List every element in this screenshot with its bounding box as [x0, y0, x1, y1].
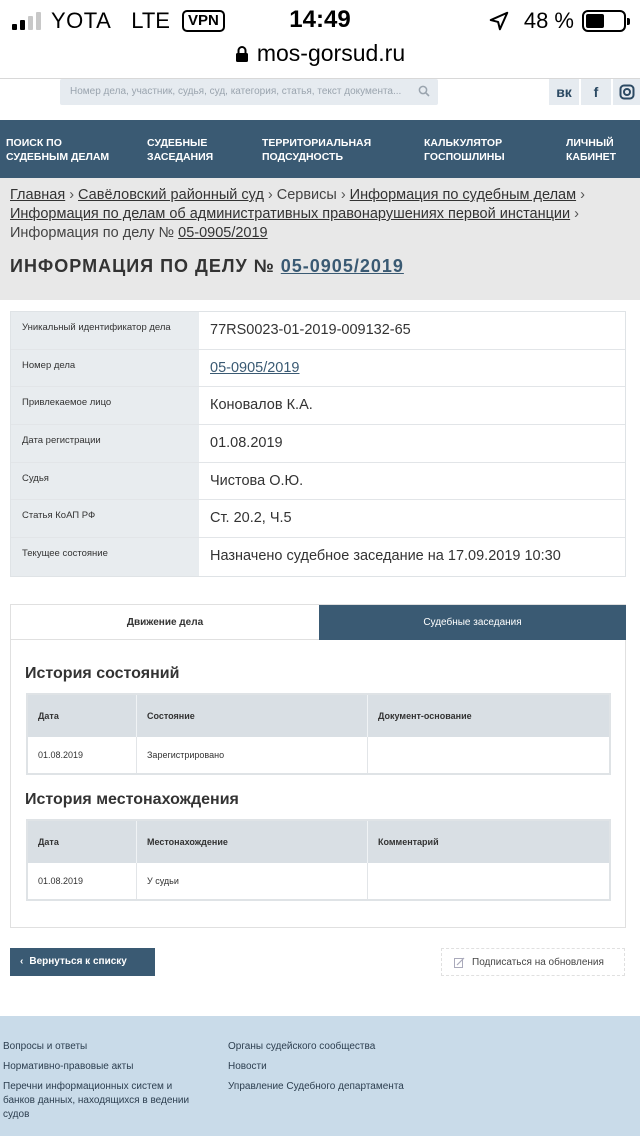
- footer: [0, 1016, 640, 1136]
- case-tabs-panel: [10, 604, 626, 928]
- breadcrumb-admin-cases[interactable]: Информация по делам об административных правонарушениях первой инстанции: [10, 206, 571, 222]
- info-row-uid: [11, 312, 625, 350]
- table-cell: [368, 863, 609, 899]
- main-nav: [0, 120, 640, 178]
- section-title-states: История состояний: [25, 665, 180, 682]
- info-value: 77RS0023-01-2019-009132-65: [210, 322, 411, 338]
- instagram-icon[interactable]: [613, 79, 640, 105]
- footer-link-judicial-community[interactable]: Органы судейского сообщества: [228, 1041, 376, 1052]
- footer-link-legal-acts[interactable]: Нормативно-правовые акты: [3, 1061, 134, 1072]
- battery-percent: 48 %: [523, 8, 574, 33]
- info-label: Текущее состояние: [11, 538, 199, 576]
- column-header: Документ-основание: [378, 711, 472, 721]
- info-label: Номер дела: [11, 350, 199, 387]
- info-row-registration-date: [11, 425, 625, 463]
- facebook-icon[interactable]: f: [581, 79, 611, 105]
- footer-link-info-systems[interactable]: Перечни информационных систем и банков данных, находящихся в ведении судов: [3, 1081, 190, 1120]
- breadcrumb-court[interactable]: Савёловский районный суд: [78, 187, 264, 203]
- info-value: Коновалов К.А.: [210, 397, 313, 414]
- breadcrumb-home[interactable]: Главная: [10, 187, 66, 203]
- table-cell: У судьи: [137, 863, 368, 899]
- url-text: mos-gorsud.ru: [256, 40, 406, 66]
- subscribe-button-label: Подписаться на обновления: [472, 957, 604, 968]
- footer-link-judicial-department[interactable]: Управление Судебного департамента: [228, 1081, 404, 1092]
- back-button-label: Вернуться к списку: [29, 956, 127, 967]
- address-bar[interactable]: [0, 40, 640, 76]
- info-value: 01.08.2019: [210, 435, 283, 452]
- nav-hearings[interactable]: СУДЕБНЫЕ ЗАСЕДАНИЯ: [147, 137, 214, 163]
- nav-case-search[interactable]: ПОИСК ПО СУДЕБНЫМ ДЕЛАМ: [6, 137, 110, 163]
- column-header: Дата: [28, 821, 137, 863]
- breadcrumb-case-number[interactable]: 05-0905/2019: [178, 225, 268, 241]
- section-title-location: История местонахождения: [25, 791, 239, 808]
- breadcrumb-services: Сервисы: [276, 187, 337, 203]
- info-row-case-number: [11, 350, 625, 388]
- footer-link-faq[interactable]: Вопросы и ответы: [3, 1041, 88, 1052]
- breadcrumb-case-info[interactable]: Информация по судебным делам: [349, 187, 577, 203]
- page-title-case-number[interactable]: 05-0905/2019: [280, 256, 404, 276]
- clock: 14:49: [289, 6, 351, 33]
- footer-link-news[interactable]: Новости: [228, 1061, 267, 1072]
- table-header: [28, 695, 609, 737]
- info-value: Чистова О.Ю.: [210, 472, 304, 489]
- back-to-list-button[interactable]: [10, 948, 155, 976]
- breadcrumb: Главная › Савёловский районный суд › Сервисы › Информация по судебным делам › Информация по делам об административных правонарушениях первой инстанции › Информация по делу № 05-0905/2019: [10, 187, 585, 241]
- states-table: [26, 693, 611, 775]
- location-arrow-icon: [488, 10, 510, 32]
- edit-icon: [454, 957, 465, 968]
- info-value: Назначено судебное заседание на 17.09.2019 10:30: [210, 548, 561, 565]
- info-label: Дата регистрации: [11, 425, 199, 462]
- case-info-table: [10, 311, 626, 577]
- table-row: [28, 737, 609, 773]
- info-label: Судья: [11, 463, 199, 500]
- chevron-left-icon: ‹: [20, 956, 24, 967]
- table-header: [28, 821, 609, 863]
- info-value: Ст. 20.2, Ч.5: [210, 510, 292, 527]
- table-cell: [368, 737, 609, 773]
- column-header: Комментарий: [378, 837, 439, 847]
- info-label: Статья КоАП РФ: [11, 500, 199, 537]
- breadcrumb-current: Информация по делу №: [10, 225, 175, 241]
- info-row-judge: [11, 463, 625, 501]
- column-header: Дата: [28, 695, 137, 737]
- subscribe-updates-button[interactable]: [441, 948, 625, 976]
- vk-icon[interactable]: вк: [549, 79, 579, 105]
- case-number-link[interactable]: 05-0905/2019: [210, 359, 300, 376]
- info-label: Уникальный идентификатор дела: [11, 312, 199, 349]
- table-cell: Зарегистрировано: [137, 737, 368, 773]
- nav-fee-calculator[interactable]: КАЛЬКУЛЯТОР ГОСПОШЛИНЫ: [424, 137, 505, 163]
- info-row-status: [11, 538, 625, 576]
- column-header: Состояние: [137, 695, 368, 737]
- tab-case-movement[interactable]: Движение дела: [11, 605, 319, 640]
- status-bar: [0, 0, 640, 40]
- network-type: LTE: [131, 8, 170, 33]
- carrier-name: YOTA: [51, 8, 112, 33]
- info-row-person: [11, 387, 625, 425]
- status-right: [488, 8, 626, 34]
- table-cell: 01.08.2019: [28, 863, 137, 899]
- nav-personal-account[interactable]: ЛИЧНЫЙ КАБИНЕТ: [566, 137, 617, 163]
- tab-court-hearings[interactable]: Судебные заседания: [319, 605, 626, 640]
- battery-icon: [582, 10, 626, 32]
- site-search-input[interactable]: [60, 79, 438, 105]
- nav-jurisdiction[interactable]: ТЕРРИТОРИАЛЬНАЯ ПОДСУДНОСТЬ: [262, 137, 372, 163]
- info-label: Привлекаемое лицо: [11, 387, 199, 424]
- search-placeholder: Номер дела, участник, судья, суд, категория, статья, текст документа...: [70, 86, 402, 97]
- column-header: Местонахождение: [137, 821, 368, 863]
- page-title-prefix: ИНФОРМАЦИЯ ПО ДЕЛУ №: [10, 256, 275, 276]
- table-row: [28, 863, 609, 899]
- lock-icon: [235, 46, 249, 62]
- vpn-badge: VPN: [182, 10, 225, 32]
- location-table: [26, 819, 611, 901]
- table-cell: 01.08.2019: [28, 737, 137, 773]
- page-title: [10, 256, 404, 277]
- search-icon[interactable]: [418, 85, 430, 97]
- info-row-article: [11, 500, 625, 538]
